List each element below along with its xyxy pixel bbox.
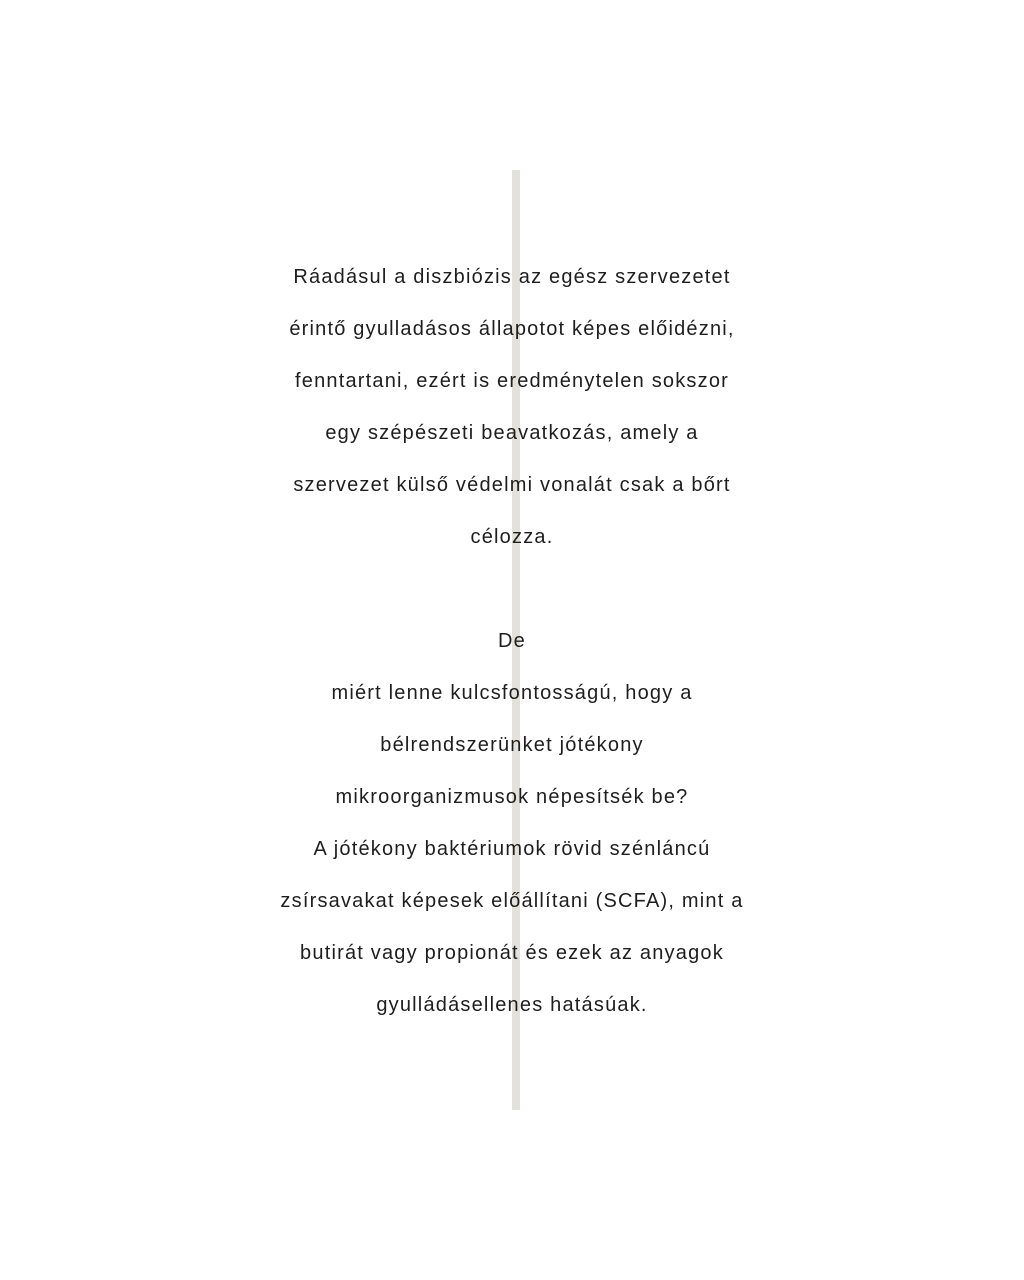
text-line: mikroorganizmusok népesítsék be?	[335, 786, 689, 808]
text-line: szervezet külső védelmi vonalát csak a bőrt	[293, 474, 731, 496]
paragraph-question	[0, 615, 1024, 1031]
text-line: Ráadásul a diszbiózis az egész szervezetet	[293, 266, 731, 288]
text-line: egy szépészeti beavatkozás, amely a	[325, 422, 699, 444]
text-line: fenntartani, ezért is eredménytelen sokszor	[294, 370, 729, 392]
text-line: butirát vagy propionát és ezek az anyagok	[300, 942, 724, 964]
text-line: De	[498, 630, 526, 652]
text-line: zsírsavakat képesek előállítani (SCFA), mint a	[280, 890, 744, 912]
text-line: érintő gyulladásos állapotot képes előidézni,	[289, 318, 735, 340]
paragraph-intro	[0, 251, 1024, 563]
text-line: célozza.	[470, 526, 554, 548]
text-line: bélrendszerünket jótékony	[380, 734, 644, 756]
text-line: miért lenne kulcsfontosságú, hogy a	[331, 682, 693, 704]
text-line: A jótékony baktériumok rövid szénláncú	[313, 838, 711, 860]
text-line: gyulládásellenes hatásúak.	[376, 994, 648, 1016]
